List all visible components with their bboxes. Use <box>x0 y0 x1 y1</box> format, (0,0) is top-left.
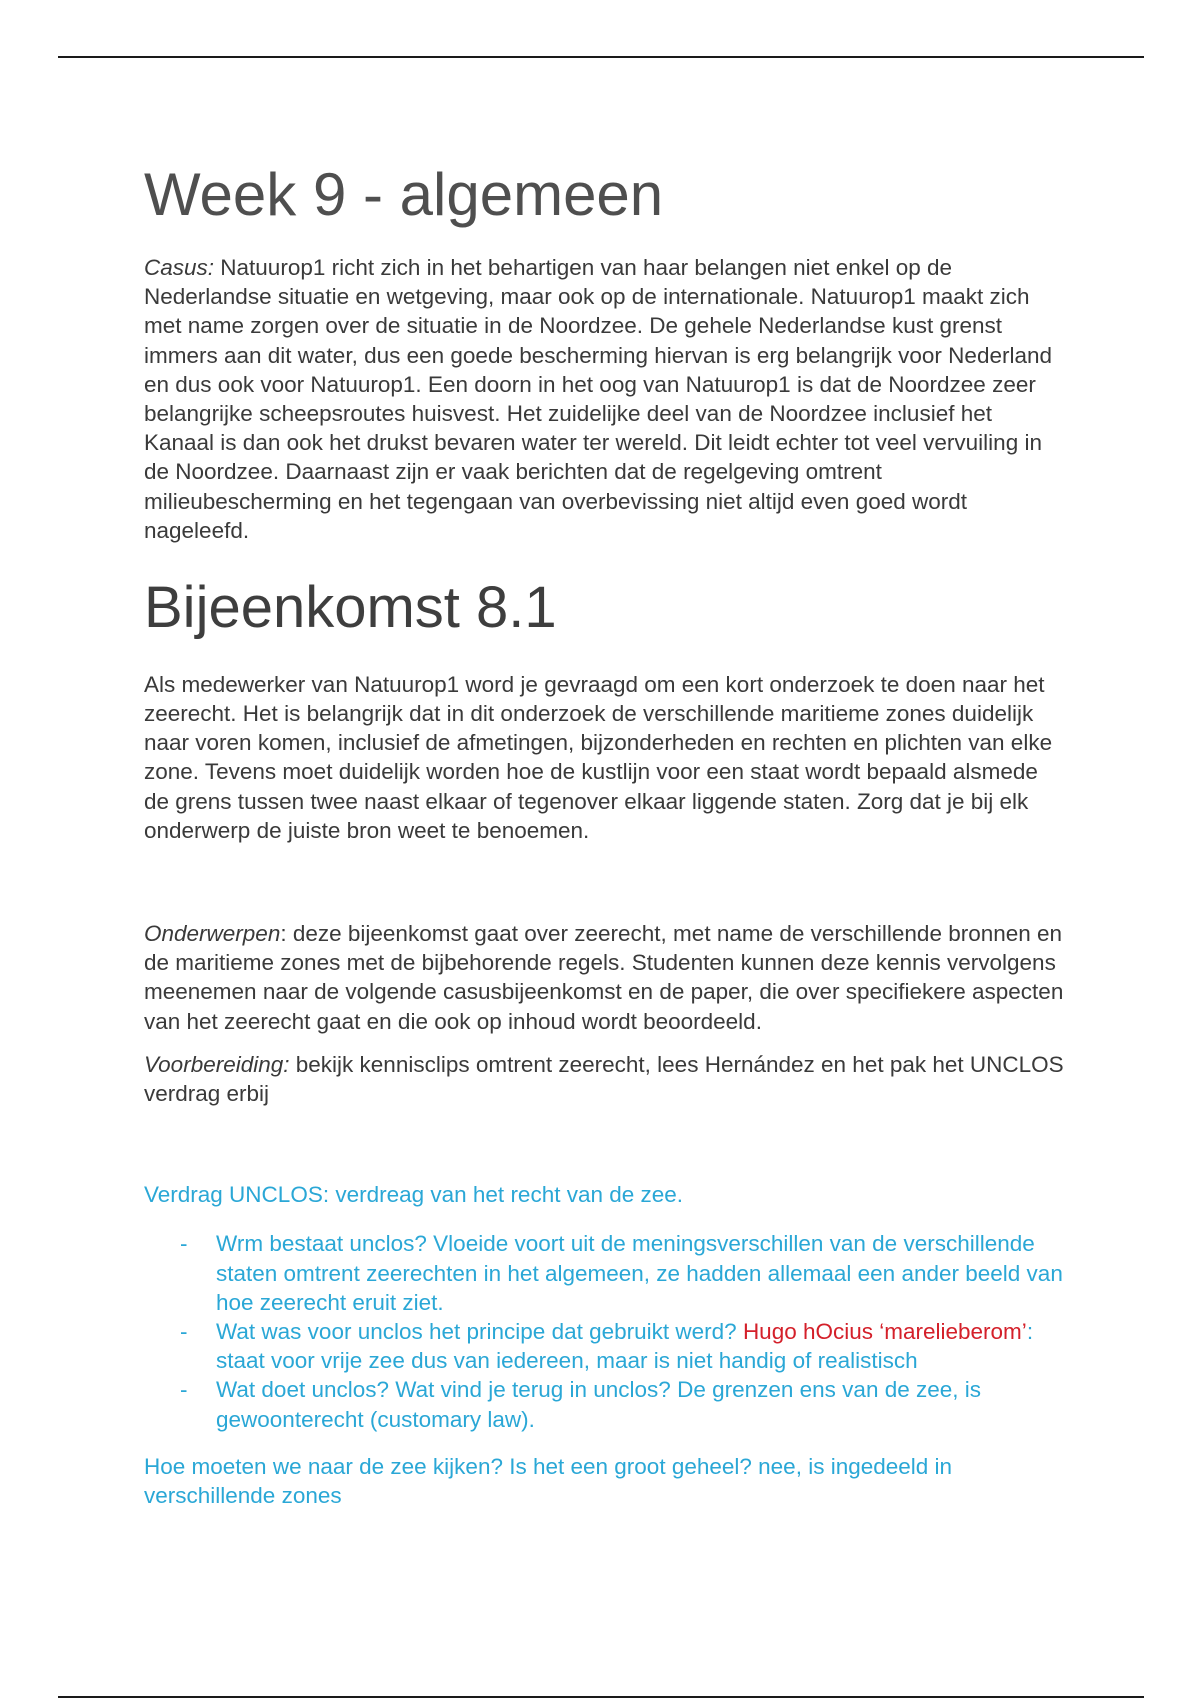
onderwerpen-label: Onderwerpen <box>144 920 281 946</box>
notes-list <box>144 1229 1064 1433</box>
bullet-text-1: Wrm bestaat unclos? Vloeide voort uit de meningsverschillen van de verschillende staten omtrent zeerechten in het algemeen, ze hadden allemaal een ander beeld van hoe zeerecht eruit ziet. <box>216 1231 1063 1315</box>
dash-bullet: - <box>180 1318 188 1344</box>
document-body <box>144 160 1064 1510</box>
casus-text: Natuurop1 richt zich in het behartigen van haar belangen niet enkel op de Nederlandse situatie en wetgeving, maar ook op de internationale. Natuurop1 maakt zich met name zorgen over de situatie in de Noordzee. De gehele Nederlandse kust grenst immers aan dit water, dus een goede bescherming hiervan is erg belangrijk voor Nederland en dus ook voor Natuurop1. Een doorn in het oog van Natuurop1 is dat de Noordzee zeer belangrijke scheepsroutes huisvest. Het zuidelijke deel van de Noordzee inclusief het Kanaal is dan ook het drukst bevaren water ter wereld. Dit leidt echter tot veel vervuiling in de Noordzee. Daarnaast zijn er vaak berichten dat de regelgeving omtrent milieubescherming en het tegengaan van overbevissing niet altijd even goed wordt nageleefd. <box>144 255 1052 543</box>
voorbereiding-label: Voorbereiding: <box>144 1051 290 1077</box>
voorbereiding-paragraph <box>144 1050 1064 1108</box>
dash-bullet: - <box>180 1231 188 1257</box>
week-title: Week 9 - algemeen <box>144 161 664 228</box>
bullet-text-2-pre: Wat was voor unclos het principe dat gebruikt werd? <box>216 1318 743 1344</box>
casus-paragraph <box>144 253 1064 545</box>
onderwerpen-text: : deze bijeenkomst gaat over zeerecht, met name de verschillende bronnen en de maritieme zones met de bijbehorende regels. Studenten kunnen deze kennis vervolgens meenemen naar de volgende casusbijeenkomst en de paper, die over specifiekere aspecten van het zeerecht gaat en die ook op inhoud wordt beoordeeld. <box>144 920 1064 1034</box>
list-item <box>144 1317 1064 1375</box>
bullet-text-2-post: : staat voor vrije zee dus van iedereen, maar is niet handig of realistisch <box>216 1318 1034 1374</box>
dash-bullet: - <box>180 1377 188 1403</box>
bijeenkomst-title: Bijeenkomst 8.1 <box>144 575 557 641</box>
notes-heading: Verdrag UNCLOS: verdreag van het recht van de zee. <box>144 1182 684 1208</box>
bottom-rule <box>58 1696 1144 1698</box>
list-item <box>144 1375 1064 1433</box>
bullet-text-3: Wat doet unclos? Wat vind je terug in unclos? De grenzen ens van de zee, is gewoonterecht (customary law). <box>216 1377 982 1432</box>
top-rule <box>58 56 1144 58</box>
voorbereiding-text: bekijk kennisclips omtrent zeerecht, lees Hernández en het pak het UNCLOS verdrag erbij <box>144 1051 1064 1106</box>
onderwerpen-paragraph <box>144 919 1064 1036</box>
list-item <box>144 1229 1064 1317</box>
notes-closing: Hoe moeten we naar de zee kijken? Is het een groot geheel? nee, is ingedeeld in verschillende zones <box>144 1453 953 1508</box>
bullet-text-2-highlight: Hugo hOcius ‘marelieberom’ <box>742 1318 1027 1344</box>
assignment-paragraph: Als medewerker van Natuurop1 word je gevraagd om een kort onderzoek te doen naar het zeerecht. Het is belangrijk dat in dit onderzoek de verschillende maritieme zones duidelijk naar voren komen, inclusief de afmetingen, bijzonderheden en rechten en plichten van elke zone. Tevens moet duidelijk worden hoe de kustlijn voor een staat wordt bepaald alsmede de grens tussen twee naast elkaar of tegenover elkaar liggende staten. Zorg dat je bij elk onderwerp de juiste bron weet te benoemen. <box>144 671 1053 843</box>
casus-label: Casus: <box>144 255 215 280</box>
